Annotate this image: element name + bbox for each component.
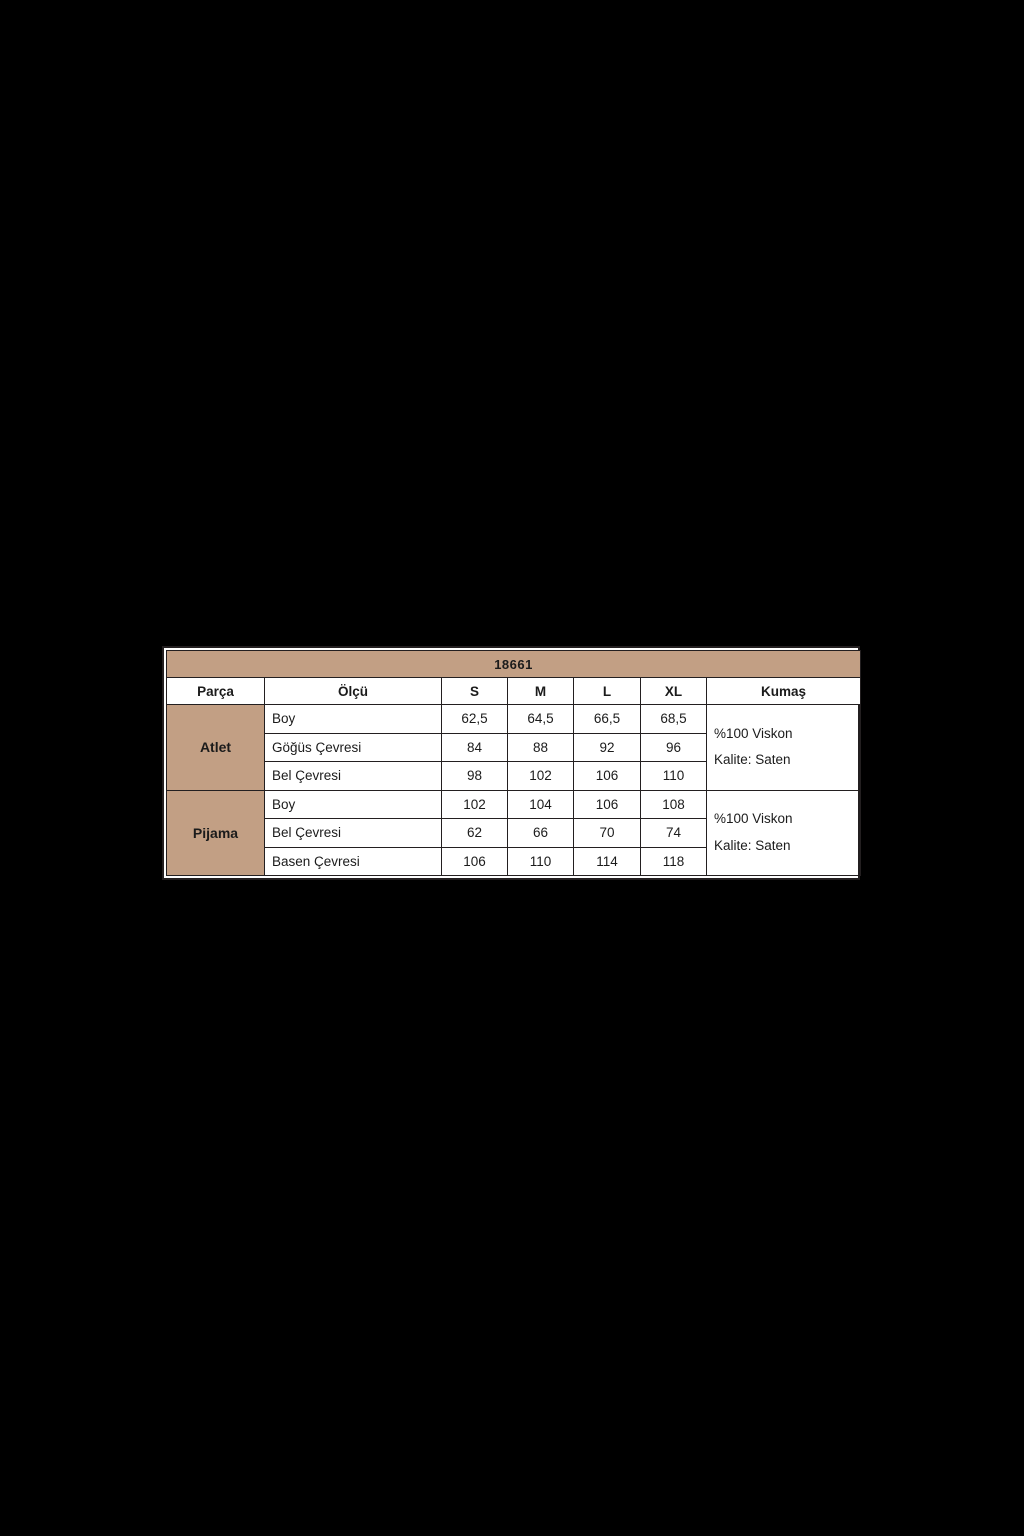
value-l: 66,5 — [574, 705, 641, 734]
fabric-composition: %100 Viskon — [714, 725, 793, 741]
fabric-composition: %100 Viskon — [714, 811, 793, 827]
measure-label: Basen Çevresi — [265, 847, 442, 876]
header-part: Parça — [167, 678, 265, 705]
group-label-pijama: Pijama — [167, 790, 265, 876]
value-xl: 74 — [641, 819, 707, 848]
size-chart-card — [162, 646, 860, 880]
table-row — [167, 790, 861, 819]
fabric-info-pijama — [707, 790, 861, 876]
value-s: 106 — [442, 847, 508, 876]
product-code: 18661 — [167, 651, 861, 678]
header-size-s: S — [442, 678, 508, 705]
value-xl: 110 — [641, 762, 707, 791]
value-xl: 96 — [641, 733, 707, 762]
table-row — [167, 705, 861, 734]
value-s: 62,5 — [442, 705, 508, 734]
header-size-m: M — [508, 678, 574, 705]
fabric-quality: Kalite: Saten — [714, 837, 791, 853]
measure-label: Bel Çevresi — [265, 762, 442, 791]
value-xl: 68,5 — [641, 705, 707, 734]
value-l: 106 — [574, 762, 641, 791]
measure-label: Bel Çevresi — [265, 819, 442, 848]
value-s: 102 — [442, 790, 508, 819]
measure-label: Boy — [265, 790, 442, 819]
measure-label: Boy — [265, 705, 442, 734]
value-m: 66 — [508, 819, 574, 848]
fabric-quality: Kalite: Saten — [714, 752, 791, 768]
fabric-info-atlet — [707, 705, 861, 791]
measure-label: Göğüs Çevresi — [265, 733, 442, 762]
value-xl: 108 — [641, 790, 707, 819]
value-m: 88 — [508, 733, 574, 762]
header-size-xl: XL — [641, 678, 707, 705]
value-m: 64,5 — [508, 705, 574, 734]
value-l: 114 — [574, 847, 641, 876]
value-l: 70 — [574, 819, 641, 848]
value-s: 62 — [442, 819, 508, 848]
value-s: 84 — [442, 733, 508, 762]
value-l: 92 — [574, 733, 641, 762]
value-m: 110 — [508, 847, 574, 876]
size-chart-table — [166, 650, 861, 876]
value-m: 104 — [508, 790, 574, 819]
header-fabric: Kumaş — [707, 678, 861, 705]
table-title-row — [167, 651, 861, 678]
header-measure: Ölçü — [265, 678, 442, 705]
value-s: 98 — [442, 762, 508, 791]
value-xl: 118 — [641, 847, 707, 876]
table-header-row — [167, 678, 861, 705]
group-label-atlet: Atlet — [167, 705, 265, 791]
value-l: 106 — [574, 790, 641, 819]
header-size-l: L — [574, 678, 641, 705]
value-m: 102 — [508, 762, 574, 791]
